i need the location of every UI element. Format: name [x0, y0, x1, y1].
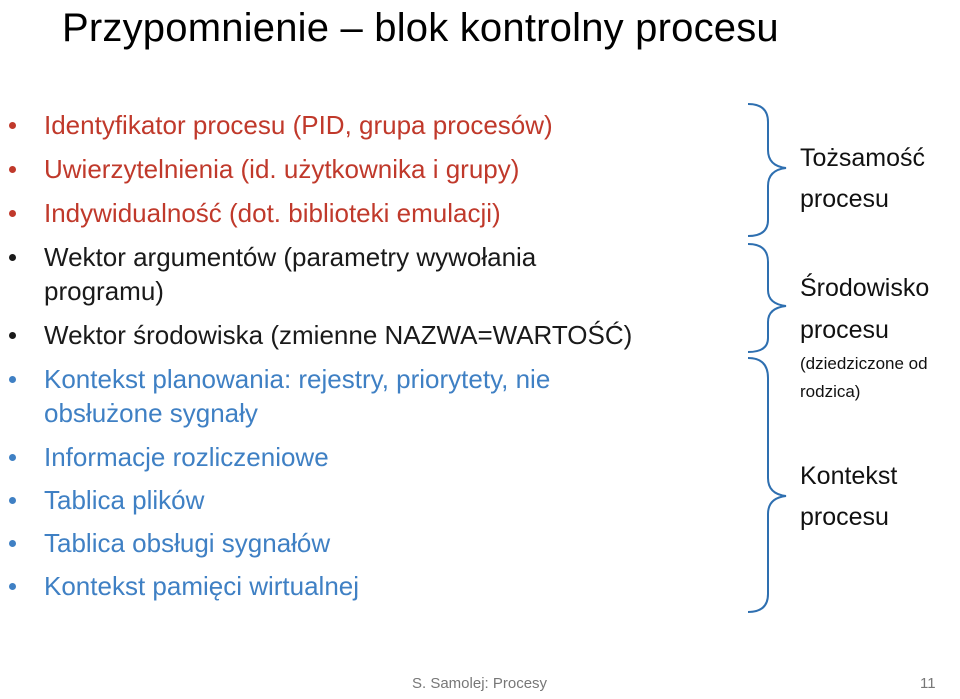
identity-label-line2: procesu — [800, 185, 889, 213]
bullet-text: Indywidualność (dot. biblioteki emulacji) — [44, 198, 501, 228]
bullet-text: Tablica obsługi sygnałów — [44, 528, 331, 558]
bullet-text: Tablica plików — [44, 485, 205, 515]
bullet-text-continuation: obsłużone sygnały — [44, 398, 258, 428]
context-label: Kontekst — [800, 462, 898, 490]
environment-note: (dziedziczone od — [800, 354, 928, 373]
bullet-text: Uwierzytelnienia (id. użytkownika i grupy) — [44, 154, 520, 184]
footer-author: S. Samolej: Procesy — [412, 675, 548, 692]
environment-brace-icon — [748, 244, 786, 352]
identity-label: Tożsamość — [800, 144, 926, 172]
page-number: 11 — [920, 675, 936, 692]
identity-brace-icon — [748, 104, 786, 236]
context-brace-icon — [748, 358, 786, 612]
bullet-text: Kontekst planowania: rejestry, priorytety, nie — [44, 364, 551, 394]
bullet-text: Identyfikator procesu (PID, grupa procesów) — [44, 110, 553, 140]
bullet-text: Informacje rozliczeniowe — [44, 442, 329, 472]
bullet-text: Wektor środowiska (zmienne NAZWA=WARTOŚĆ) — [44, 320, 633, 350]
environment-label-line2: procesu — [800, 316, 889, 344]
context-label-line2: procesu — [800, 503, 889, 531]
environment-note-line2: rodzica) — [800, 382, 861, 401]
bullet-text: Wektor argumentów (parametry wywołania — [44, 242, 537, 272]
bullet-text-continuation: programu) — [44, 276, 164, 306]
environment-label: Środowisko — [800, 274, 930, 302]
slide-title: Przypomnienie – blok kontrolny procesu — [62, 6, 779, 50]
bullet-text: Kontekst pamięci wirtualnej — [44, 571, 360, 601]
